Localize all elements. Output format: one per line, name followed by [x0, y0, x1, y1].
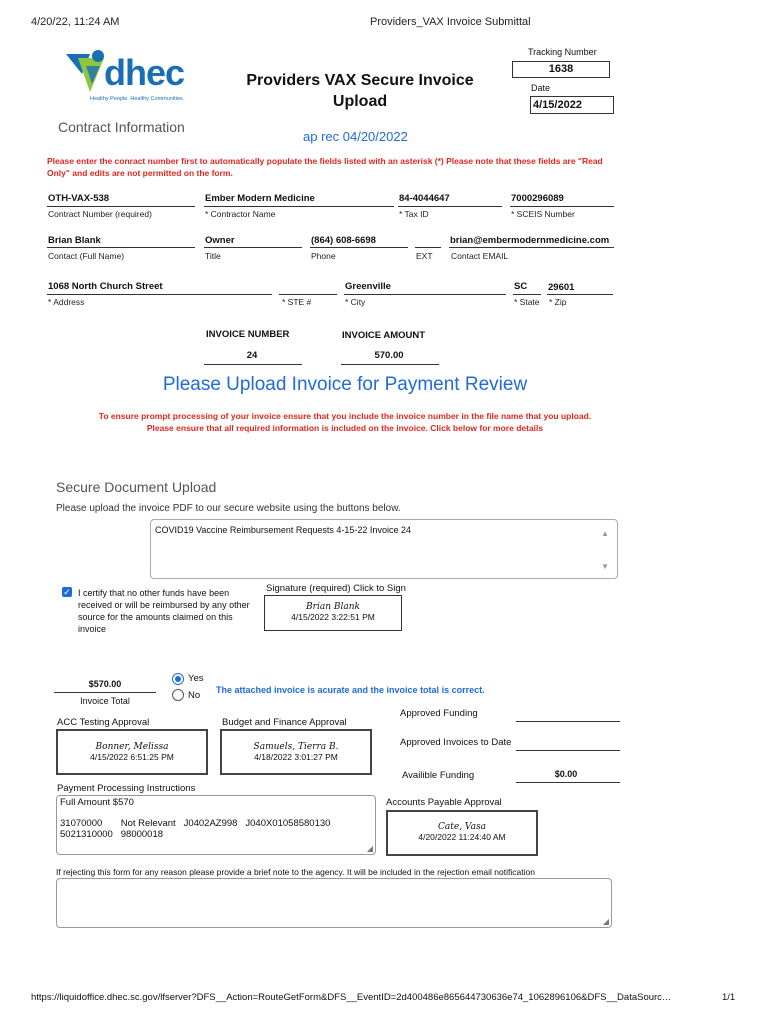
budget-date: 4/18/2022 3:01:27 PM: [254, 752, 338, 762]
reject-note-textarea[interactable]: [56, 878, 612, 928]
budget-name: Samuels, Tierra B.: [253, 742, 339, 752]
invoice-total-label: Invoice Total: [80, 696, 130, 706]
tax-id-value[interactable]: 84-4044647: [399, 193, 450, 204]
payment-line-2: 31070000 Not Relevant J0402AZ998 J040X01058580130: [60, 818, 331, 829]
resize-handle-icon[interactable]: ◢: [602, 917, 609, 926]
signature-name: Brian Blank: [306, 602, 360, 612]
dhec-logo: [60, 44, 200, 110]
title-value[interactable]: Owner: [205, 235, 235, 246]
phone-value[interactable]: (864) 608-6698: [311, 235, 376, 246]
acc-testing-name: Bonner, Melissa: [95, 742, 169, 752]
acc-testing-label: ACC Testing Approval: [57, 717, 150, 728]
payment-line-1: Full Amount $570: [60, 797, 134, 808]
secure-upload-heading: Secure Document Upload: [56, 479, 217, 495]
budget-signature[interactable]: [220, 729, 372, 775]
no-radio[interactable]: [172, 689, 184, 701]
city-label: * City: [345, 297, 366, 307]
acc-testing-date: 4/15/2022 6:51:25 PM: [90, 752, 174, 762]
ap-approval-label: Accounts Payable Approval: [386, 797, 502, 808]
signature-label: Signature (required) Click to Sign: [266, 583, 406, 594]
reject-label: If rejecting this form for any reason please provide a brief note to the agency. It will be included in the rejection email notification: [56, 867, 535, 877]
print-title: Providers_VAX Invoice Submittal: [370, 16, 531, 28]
acc-testing-signature[interactable]: [56, 729, 208, 775]
date-label: Date: [531, 83, 551, 93]
invoice-number-label: INVOICE NUMBER: [206, 329, 290, 340]
contractor-name-value[interactable]: Ember Modern Medicine: [205, 193, 315, 204]
no-label: No: [188, 690, 201, 701]
budget-label: Budget and Finance Approval: [222, 717, 347, 728]
contract-number-label: Contract Number (required): [48, 209, 152, 219]
yes-radio[interactable]: [172, 673, 184, 685]
address-value[interactable]: 1068 North Church Street: [48, 281, 163, 292]
upload-note-1: To ensure prompt processing of your invoice ensure that you include the invoice number in the file name that you upload.: [98, 411, 592, 421]
upload-note-2: Please ensure that all required information is included on the invoice. Click below for more details: [146, 423, 544, 433]
phone-label: Phone: [311, 251, 336, 261]
contractor-name-label: * Contractor Name: [205, 209, 276, 219]
sceis-number-label: * SCEIS Number: [511, 209, 575, 219]
payment-line-3: 5021310000 98000018: [60, 829, 164, 840]
ext-label: EXT: [416, 251, 433, 261]
upload-heading: Please Upload Invoice for Payment Review: [162, 374, 528, 395]
signature-date: 4/15/2022 3:22:51 PM: [291, 612, 375, 622]
footer-url: https://liquidoffice.dhec.sc.gov/lfserver?DFS__Action=RouteGetForm&DFS__EventID=2d400486e865644730636e74_1062896106&DFS__DataSourc…: [31, 992, 672, 1003]
invoice-number-value[interactable]: 24: [246, 350, 258, 361]
contact-label: Contact (Full Name): [48, 251, 125, 261]
tracking-number-field[interactable]: 1638: [512, 61, 610, 78]
ap-approval-signature[interactable]: [386, 810, 538, 856]
title-label: Title: [205, 251, 221, 261]
contract-info-heading: Contract Information: [58, 119, 185, 135]
autofill-instructions: Please enter the conract number first to automatically populate the fields listed with an asterisk (*) Please note that these fields are "Read Only" and edits are not permitted on the form.: [47, 156, 603, 178]
payment-instructions-textarea[interactable]: [56, 795, 376, 855]
ap-approval-name: Cate, Vasa: [438, 822, 486, 832]
invoice-total-value[interactable]: $570.00: [88, 679, 122, 689]
address-label: * Address: [48, 297, 85, 307]
logo-text: dhec: [104, 52, 185, 93]
print-datetime: 4/20/22, 11:24 AM: [31, 16, 120, 28]
contract-number-value[interactable]: OTH-VAX-538: [48, 193, 110, 204]
signature-box[interactable]: [264, 595, 402, 631]
ap-rec-note: ap rec 04/20/2022: [303, 129, 408, 144]
date-field[interactable]: 4/15/2022: [530, 96, 614, 114]
sceis-number-value[interactable]: 7000296089: [511, 193, 564, 204]
certify-checkbox[interactable]: ✓: [63, 587, 71, 597]
approved-funding-label: Approved Funding: [400, 708, 478, 719]
scroll-up-icon[interactable]: ▲: [601, 529, 609, 538]
invoice-amount-label: INVOICE AMOUNT: [342, 330, 426, 341]
form-title: Providers VAX Secure Invoice Upload: [246, 72, 474, 110]
email-label: Contact EMAIL: [451, 251, 509, 261]
uploaded-file-name[interactable]: COVID19 Vaccine Reimbursement Requests 4-15-22 Invoice 24: [155, 525, 411, 535]
certify-text: I certify that no other funds have been received or will be reimbursed by any other source for the amounts claimed on this invoice: [78, 588, 250, 634]
uploaded-file-list[interactable]: [150, 519, 618, 579]
secure-upload-instructions: Please upload the invoice PDF to our secure website using the buttons below.: [56, 503, 401, 514]
approved-invoices-label: Approved Invoices to Date: [400, 737, 512, 748]
tracking-label: Tracking Number: [528, 47, 597, 57]
scroll-down-icon[interactable]: ▼: [601, 562, 609, 571]
ste-label: * STE #: [282, 297, 312, 307]
resize-handle-icon[interactable]: ◢: [366, 844, 373, 853]
state-value[interactable]: SC: [514, 281, 528, 292]
accuracy-statement: The attached invoice is acurate and the invoice total is correct.: [216, 685, 485, 695]
zip-value[interactable]: 29601: [548, 282, 575, 293]
invoice-amount-value[interactable]: 570.00: [374, 350, 404, 361]
ap-approval-date: 4/20/2022 11:24:40 AM: [418, 832, 506, 842]
yes-label: Yes: [188, 673, 204, 684]
footer-page: 1/1: [722, 992, 736, 1003]
tax-id-label: * Tax ID: [399, 209, 429, 219]
contact-value[interactable]: Brian Blank: [48, 235, 101, 246]
city-value[interactable]: Greenville: [345, 281, 391, 292]
logo-tagline: Healthy People. Healthy Communities.: [90, 96, 185, 102]
available-funding-label: Availible Funding: [402, 770, 475, 781]
available-funding-value[interactable]: $0.00: [554, 769, 578, 779]
email-value[interactable]: brian@embermodernmedicine.com: [450, 235, 610, 246]
payment-instructions-label: Payment Processing Instructions: [57, 783, 196, 794]
state-label: * State: [514, 297, 540, 307]
zip-label: * Zip: [549, 297, 567, 307]
